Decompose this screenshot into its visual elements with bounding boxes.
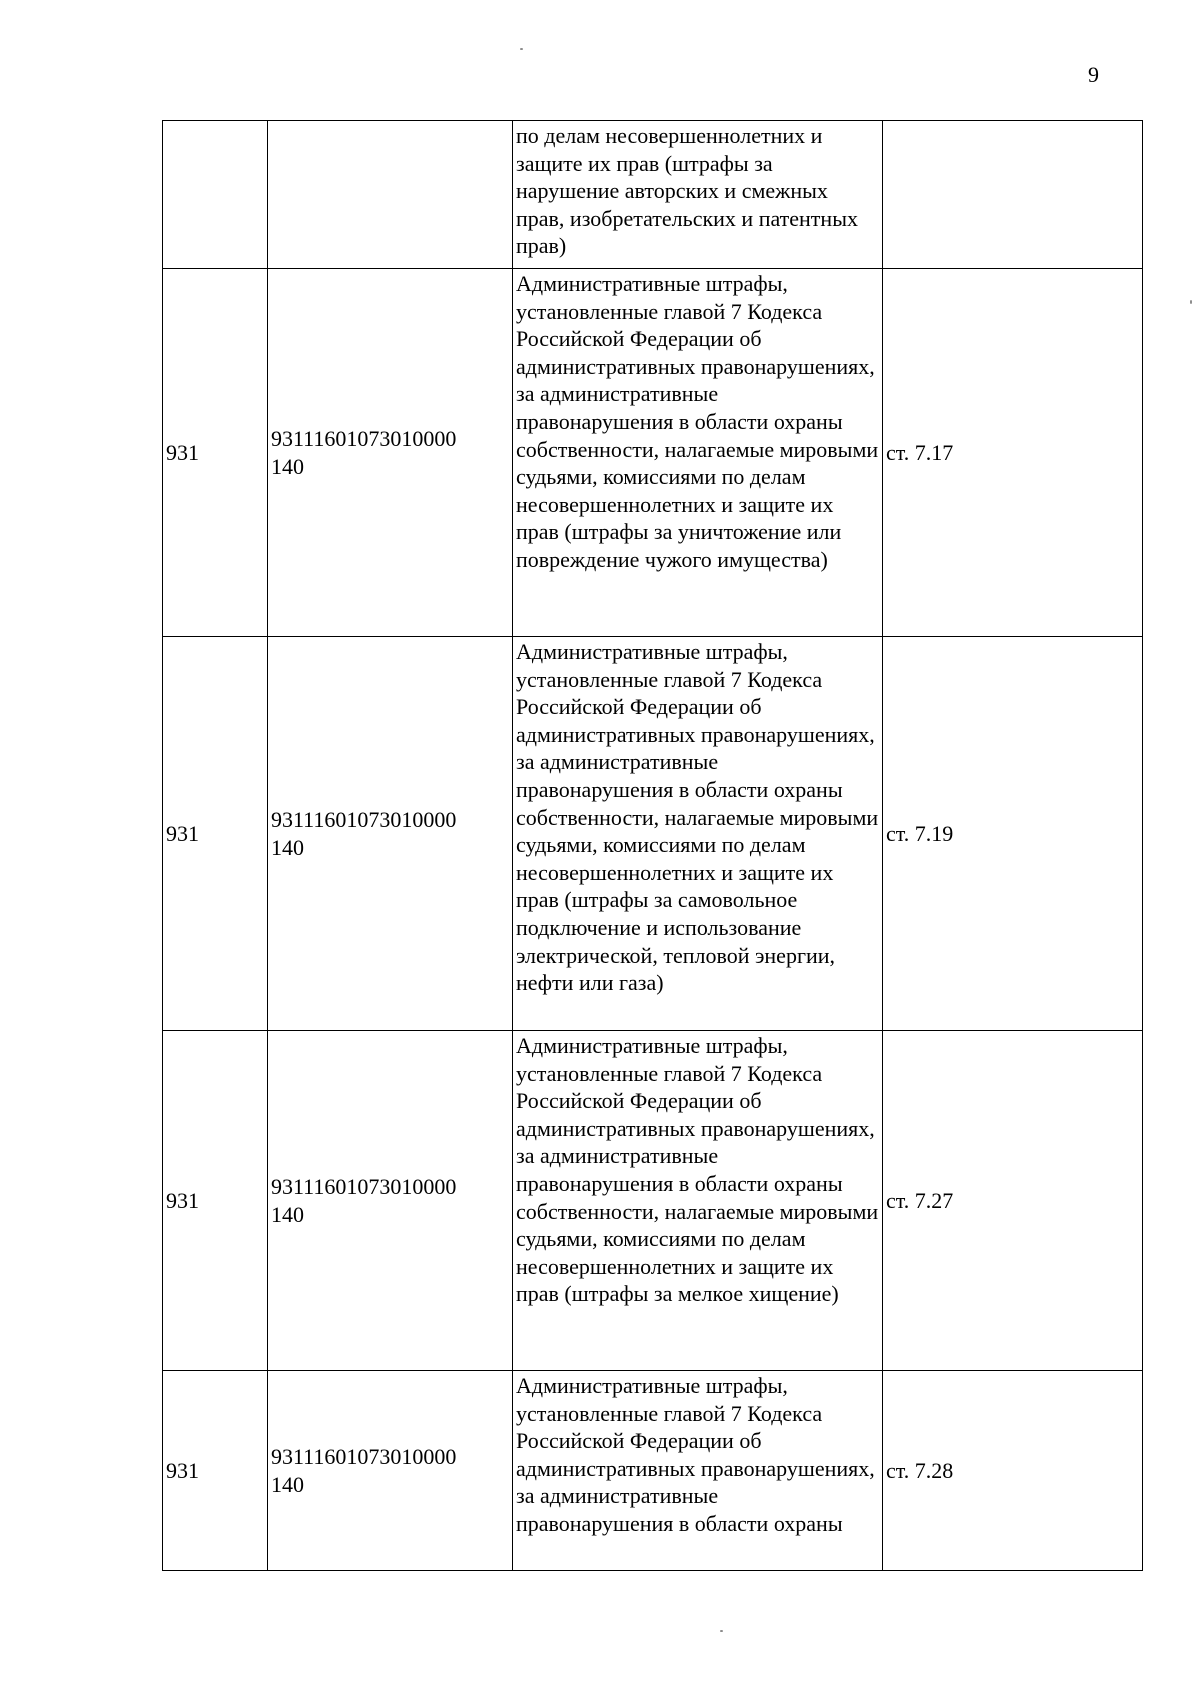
article-cell: ст. 7.27 (883, 1031, 1143, 1371)
admin-code-cell (163, 121, 268, 269)
kbk-code: 93111601073010000 140 (271, 806, 457, 860)
description-cell: Административные штрафы, установленные главой 7 Кодекса Российской Федерации об административных правонарушениях, за административные правонарушения в области охраны (513, 1371, 883, 1571)
kbk-code: 93111601073010000 140 (271, 1443, 457, 1497)
table-row (163, 269, 1143, 637)
description-cell: Административные штрафы, установленные главой 7 Кодекса Российской Федерации об административных правонарушениях, за административные правонарушения в области охраны собственности, налагаемые мировыми судьями, комиссиями по делам несовершеннолетних и защите их прав (штрафы за уничтожение или повреждение чужого имущества) (513, 269, 883, 637)
admin-code-cell: 931 (163, 269, 268, 637)
table-row (163, 637, 1143, 1031)
kbk-code: 93111601073010000 140 (271, 1173, 457, 1227)
article-cell: ст. 7.17 (883, 269, 1143, 637)
document-table (162, 120, 1143, 1571)
page-number: 9 (1088, 62, 1099, 87)
kbk-cell (268, 1371, 513, 1571)
description-cell: Административные штрафы, установленные главой 7 Кодекса Российской Федерации об административных правонарушениях, за административные правонарушения в области охраны собственности, налагаемые мировыми судьями, комиссиями по делам несовершеннолетних и защите их прав (штрафы за мелкое хищение) (513, 1031, 883, 1371)
kbk-cell (268, 637, 513, 1031)
admin-code-cell: 931 (163, 1371, 268, 1571)
kbk-cell (268, 1031, 513, 1371)
admin-code-cell: 931 (163, 637, 268, 1031)
article-cell (883, 121, 1143, 269)
admin-code-cell: 931 (163, 1031, 268, 1371)
table-row (163, 121, 1143, 269)
kbk-code: 93111601073010000 140 (271, 425, 457, 479)
kbk-cell (268, 269, 513, 637)
article-cell: ст. 7.19 (883, 637, 1143, 1031)
scan-speck (720, 1630, 723, 1632)
description-cell: по делам несовершеннолетних и защите их прав (штрафы за нарушение авторских и смежных прав, изобретательских и патентных прав) (513, 121, 883, 269)
table-row (163, 1031, 1143, 1371)
scan-speck (520, 48, 523, 50)
kbk-cell (268, 121, 513, 269)
article-cell: ст. 7.28 (883, 1371, 1143, 1571)
scan-speck (1190, 300, 1192, 304)
description-cell: Административные штрафы, установленные главой 7 Кодекса Российской Федерации об административных правонарушениях, за административные правонарушения в области охраны собственности, налагаемые мировыми судьями, комиссиями по делам несовершеннолетних и защите их прав (штрафы за самовольное подключение и использование электрической, тепловой энергии, нефти или газа) (513, 637, 883, 1031)
table-row (163, 1371, 1143, 1571)
